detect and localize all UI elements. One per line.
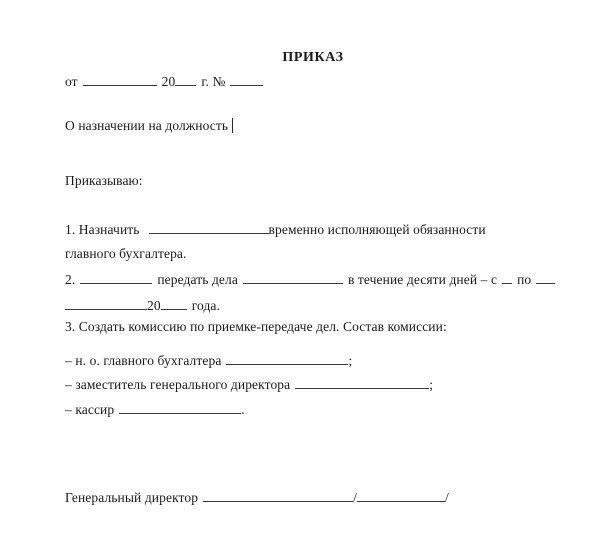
item-1-line-2-text: главного бухгалтера. [65,246,187,261]
subject-line [65,118,233,133]
commission-member-3 [65,400,245,416]
date-line [65,72,263,88]
period-start-blank-field[interactable] [502,270,512,284]
transferor-blank-field[interactable] [80,270,152,284]
commission-member-1 [65,351,352,367]
order-declaration [65,174,143,188]
period-end-blank-field[interactable] [536,270,555,284]
page-title-text: ПРИКАЗ [282,50,344,65]
appointee-blank-field[interactable] [149,220,269,234]
commission-member-1-blank-field[interactable] [226,351,348,365]
signature-line [65,488,449,504]
subject-text: О назначении на должность [65,118,229,133]
text-caret [232,118,233,133]
year-blank-field[interactable] [175,72,196,86]
commission-member-1-terminator: ; [348,352,353,368]
commission-member-3-terminator: . [241,401,245,417]
commission-member-2-terminator: ; [429,376,434,392]
number-blank-field[interactable] [230,72,263,86]
item-1-line-1 [65,220,486,236]
item-2-line-2 [65,296,220,312]
item-1-suffix-label: временно исполняющей обязанности [268,221,486,237]
commission-member-3-blank-field[interactable] [119,400,241,414]
item-3-text: 3. Создать комиссию по приемке-передаче дел. Состав комиссии: [65,319,447,334]
page-title [0,50,600,66]
item-2-line-1 [65,270,555,286]
item-3-line [65,320,447,334]
signature-role-label: Генеральный директор [65,489,199,505]
item-2-number-label: 2. [65,271,76,287]
transferee-blank-field[interactable] [243,270,343,284]
number-prefix-label: г. № [201,73,226,89]
commission-member-2 [65,375,433,391]
item-2-tail-label: в течение десяти дней – с [347,271,498,287]
signature-separator-1: / [353,489,357,505]
date-blank-field[interactable] [83,72,157,86]
item-2-year-label: 20 [147,297,161,313]
item-2-to-label: по [517,271,532,287]
commission-member-2-label: – заместитель генерального директора [65,376,291,392]
commission-member-1-label: – н. о. главного бухгалтера [65,352,222,368]
year-prefix-label: 20 [161,73,176,89]
signature-separator-2: / [444,489,449,505]
item-2-year-suffix-label: года. [191,297,221,313]
period-end-year-blank-field[interactable] [161,296,187,310]
signature-blank-field[interactable] [203,488,353,502]
item-2-mid-label: передать дела [157,271,238,287]
period-end-date-blank-field[interactable] [65,296,147,310]
commission-member-3-label: – кассир [65,401,115,417]
date-prefix-label: от [65,73,78,89]
item-1-prefix-label: 1. Назначить [65,221,140,237]
signature-name-blank-field[interactable] [357,488,445,502]
order-declaration-text: Приказываю: [65,173,143,188]
item-1-line-2 [65,247,187,261]
commission-member-2-blank-field[interactable] [295,375,429,389]
